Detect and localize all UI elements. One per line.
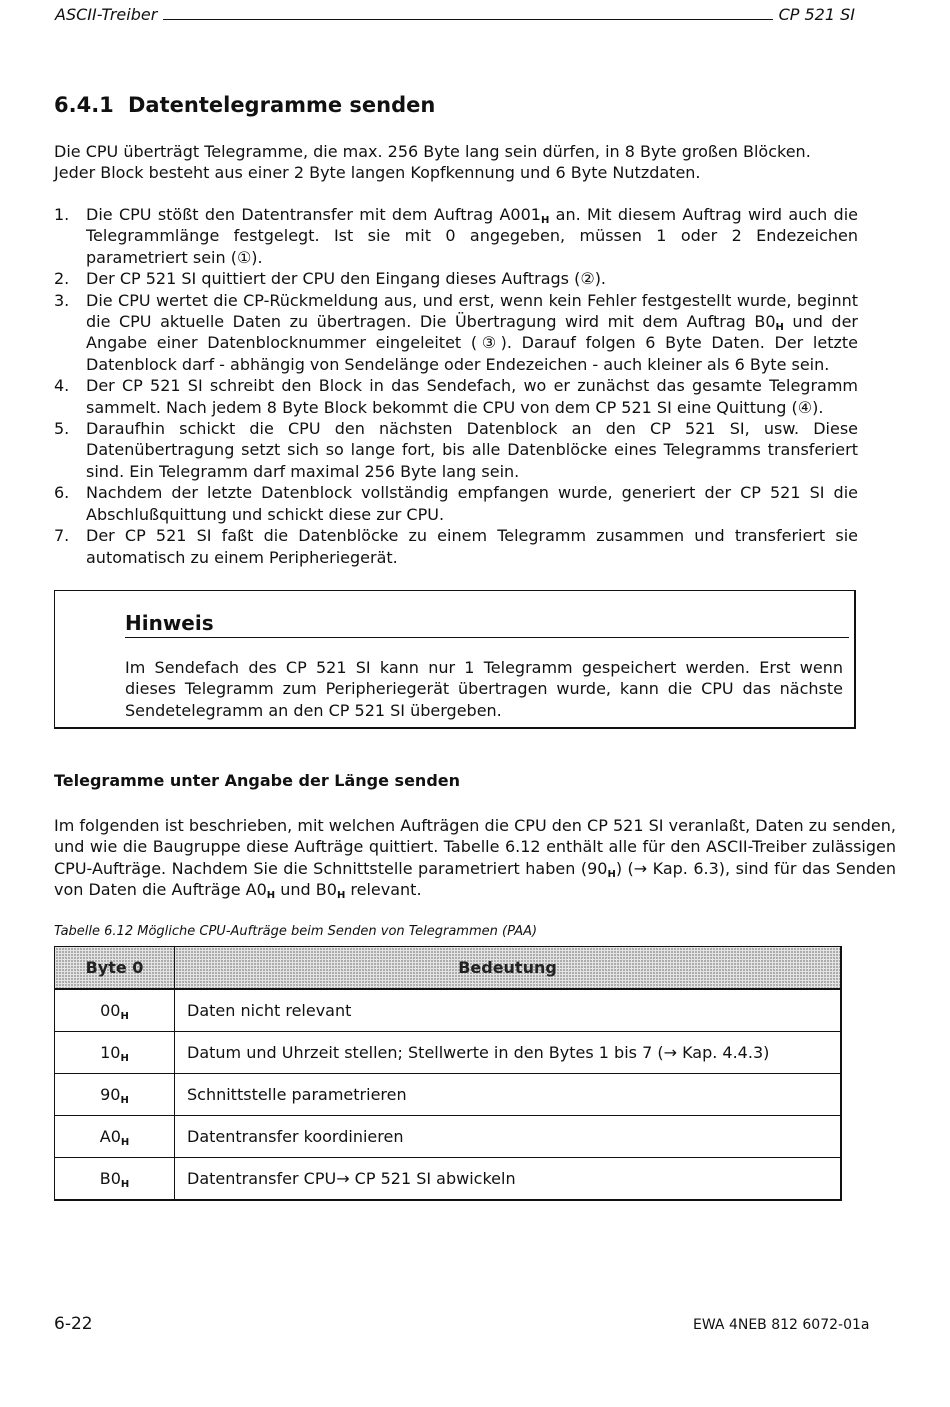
step-number: 5.	[54, 419, 70, 439]
step-text: Der CP 521 SI faßt die Datenblöcke zu einem Telegramm zusammen und transferiert sie automatisch zu einem Peripheriegerät.	[86, 526, 858, 567]
meaning-cell: Daten nicht relevant	[175, 989, 842, 1032]
subscript: H	[120, 1011, 129, 1022]
code-cell	[55, 1116, 175, 1158]
table-row	[55, 1116, 842, 1158]
column-header-byte: Byte 0	[55, 947, 175, 990]
page-header	[55, 2, 855, 24]
section-number: 6.4.1	[54, 93, 114, 117]
document-id: EWA 4NEB 812 6072-01a	[693, 1317, 870, 1333]
step-text: Nachdem der letzte Datenblock vollständig empfangen wurde, generiert der CP 521 SI die Abschlußquittung und schickt diese zur CPU.	[86, 483, 858, 524]
step-list	[54, 204, 858, 568]
step-text: Die CPU wertet die CP-Rückmeldung aus, und erst, wenn kein Fehler festgestellt wurde, beginnt die CPU aktuelle Daten zu übertragen. Die Übertragung wird mit dem Auftrag B0	[86, 290, 858, 332]
meaning-cell: Datentransfer koordinieren	[175, 1116, 842, 1158]
header-left: ASCII-Treiber	[55, 5, 158, 24]
step-number: 4.	[54, 376, 70, 396]
step-number: 7.	[54, 526, 70, 546]
list-item	[54, 375, 858, 418]
step-number: 1.	[54, 205, 70, 224]
subscript: H	[120, 1053, 129, 1064]
header-rule	[163, 19, 772, 20]
code-value: A0	[99, 1127, 121, 1146]
paragraph-text: relevant.	[345, 880, 422, 900]
subscript: H	[775, 322, 784, 334]
list-item	[54, 268, 858, 289]
list-item	[54, 290, 858, 376]
table-row	[55, 1032, 842, 1074]
subscript: H	[120, 1095, 129, 1106]
list-item	[54, 525, 858, 568]
code-cell	[55, 989, 175, 1032]
command-table	[54, 946, 842, 1201]
note-title: Hinweis	[125, 611, 849, 638]
table-caption: Tabelle 6.12 Mögliche CPU-Aufträge beim Senden von Telegrammen (PAA)	[54, 924, 538, 939]
step-number: 2.	[54, 269, 70, 289]
paragraph-text: Im folgenden ist beschrieben, mit welchen Aufträgen die CPU den CP 521 SI veranlaßt, Daten zu senden, und wie die Baugruppe diese Aufträge quittiert. Tabelle 6.12 enthält alle für den ASCII-Treiber zulässigen CPU-Aufträge. Nachdem Sie die Schnittstelle parametriert haben (90	[54, 816, 896, 878]
subscript: H	[120, 1137, 130, 1148]
subscript: H	[266, 890, 276, 902]
code-value: 00	[100, 1001, 121, 1020]
subscript: H	[540, 215, 550, 226]
step-text: und der Angabe einer Datenblocknummer eingeleitet (③). Darauf folgen 6 Byte Daten. Der letzte Datenblock darf - abhängig von Sendelänge oder Endezeichen - auch kleiner als 6 Byte sein.	[86, 312, 858, 374]
code-value: B0	[99, 1169, 121, 1188]
meaning-cell: Datum und Uhrzeit stellen; Stellwerte in den Bytes 1 bis 7 (→ Kap. 4.4.3)	[175, 1032, 842, 1074]
header-right: CP 521 SI	[778, 5, 855, 24]
subsection-heading: Telegramme unter Angabe der Länge senden	[54, 771, 461, 790]
code-cell	[55, 1032, 175, 1074]
step-text: Der CP 521 SI schreibt den Block in das Sendefach, wo er zunächst das gesamte Telegramm sammelt. Nach jedem 8 Byte Block bekommt die CPU von dem CP 521 SI eine Quittung (④).	[86, 376, 858, 417]
intro-line: Jeder Block besteht aus einer 2 Byte langen Kopfkennung und 6 Byte Nutzdaten.	[54, 163, 701, 183]
step-text: an. Mit diesem Auftrag wird auch die Telegrammlänge festgelegt. Ist sie mit 0 angegeben, müssen 1 oder 2 Endezeichen parametriert sein (①).	[86, 205, 858, 267]
intro-line: Die CPU überträgt Telegramme, die max. 256 Byte lang sein dürfen, in 8 Byte großen Blöcken.	[54, 142, 811, 161]
note-box	[54, 590, 856, 729]
code-cell	[55, 1158, 175, 1201]
section-title: Datentelegramme senden	[128, 93, 436, 117]
subscript: H	[607, 868, 616, 880]
page-number: 6-22	[54, 1314, 93, 1334]
code-value: 10	[100, 1043, 121, 1062]
meaning-cell: Schnittstelle parametrieren	[175, 1074, 842, 1116]
subscript: H	[336, 890, 346, 902]
step-text: Die CPU stößt den Datentransfer mit dem Auftrag A001	[86, 205, 541, 224]
table-row	[55, 1074, 842, 1116]
table-header-row	[55, 947, 842, 990]
subscript: H	[120, 1179, 130, 1190]
intro-paragraph	[54, 141, 864, 184]
step-number: 6.	[54, 483, 70, 503]
list-item	[54, 482, 858, 525]
code-cell	[55, 1074, 175, 1116]
list-item	[54, 204, 858, 268]
paragraph-text: und B0	[275, 880, 337, 900]
list-item	[54, 418, 858, 482]
body-paragraph	[54, 815, 896, 901]
table-row	[55, 989, 842, 1032]
code-value: 90	[100, 1085, 121, 1104]
paragraph-text: ) (→ Kap. 6.3), sind für das Senden von Daten die Aufträge A0	[54, 858, 896, 900]
meaning-cell: Datentransfer CPU→ CP 521 SI abwickeln	[175, 1158, 842, 1201]
column-header-meaning: Bedeutung	[175, 947, 842, 990]
note-text: Im Sendefach des CP 521 SI kann nur 1 Telegramm gespeichert werden. Erst wenn dieses Telegramm zum Peripheriegerät übertragen wurde, kann die CPU das nächste Sendetelegramm an den CP 521 SI übergeben.	[125, 658, 843, 720]
step-number: 3.	[54, 290, 70, 310]
step-text: Der CP 521 SI quittiert der CPU den Eingang dieses Auftrags (②).	[86, 269, 607, 289]
step-text: Daraufhin schickt die CPU den nächsten Datenblock an den CP 521 SI, usw. Diese Datenübertragung setzt sich so lange fort, bis alle Datenblöcke eines Telegramms transferiert sind. Ein Telegramm darf maximal 256 Byte lang sein.	[86, 419, 858, 481]
table-row	[55, 1158, 842, 1201]
section-heading	[54, 93, 435, 117]
